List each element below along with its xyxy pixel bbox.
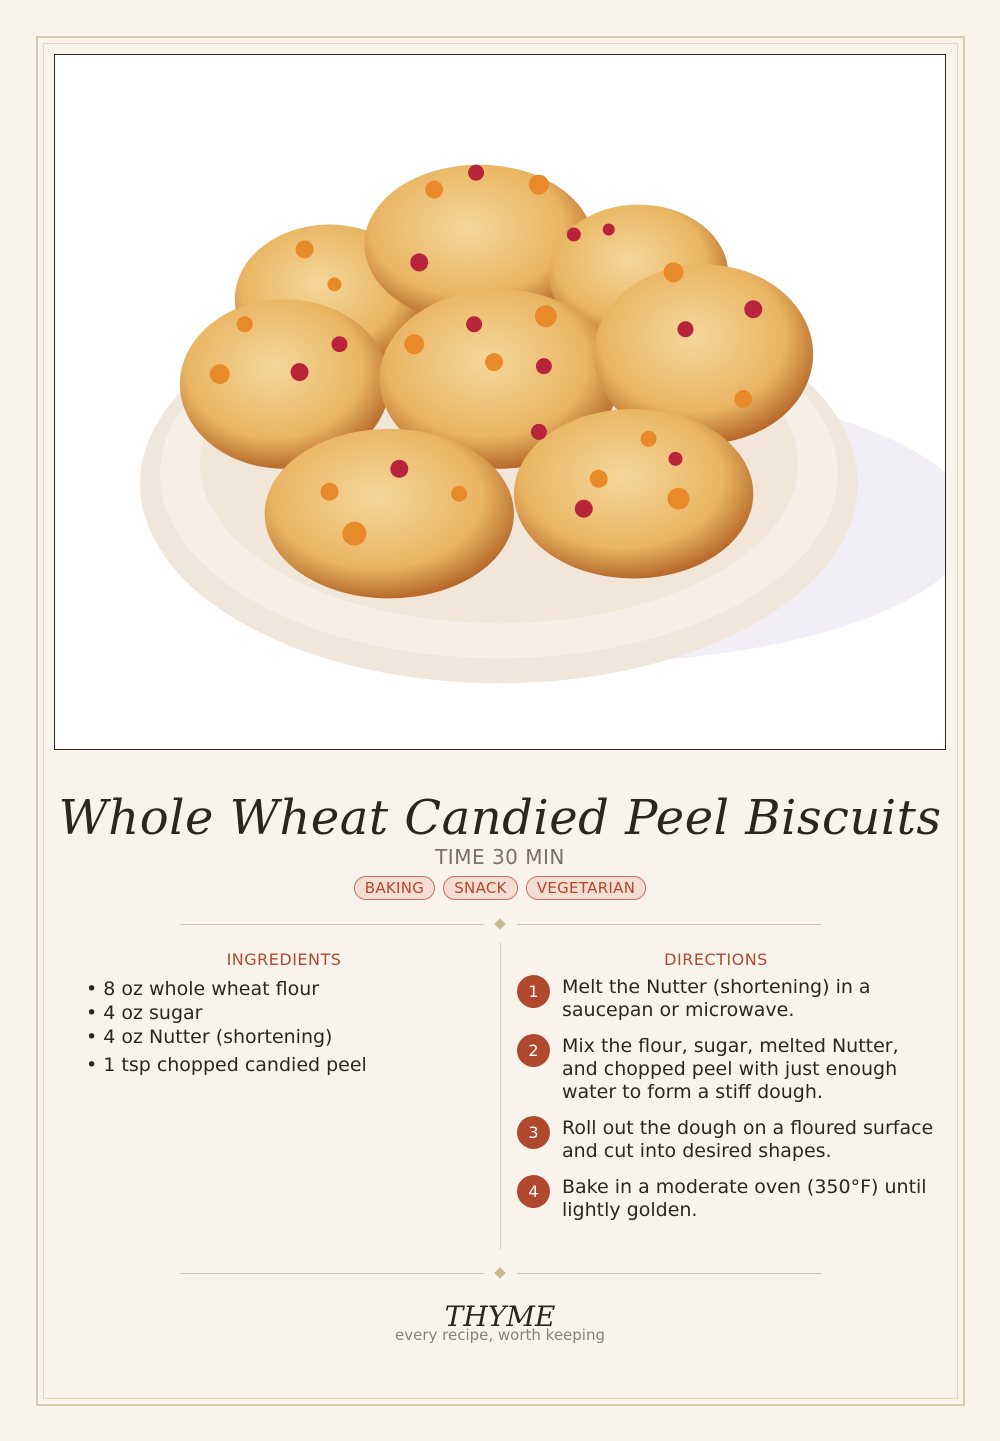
ingredient-item: • 1 tsp chopped candied peel	[86, 1054, 367, 1076]
direction-step	[517, 1035, 937, 1104]
directions-heading: DIRECTIONS	[664, 950, 768, 969]
step-number-badge: 2	[517, 1034, 550, 1067]
step-number-badge: 1	[517, 975, 550, 1008]
divider-bottom-left	[180, 1273, 484, 1274]
step-number-badge: 3	[517, 1116, 550, 1149]
column-divider	[500, 942, 501, 1250]
ingredients-heading: INGREDIENTS	[226, 950, 342, 969]
divider-top-left	[180, 924, 484, 925]
step-number-badge: 4	[517, 1175, 550, 1208]
tag-snack[interactable]: SNACK	[443, 876, 518, 900]
divider-top-right	[517, 924, 821, 925]
ingredient-item: • 4 oz Nutter (shortening)	[86, 1026, 333, 1048]
ingredient-item: • 8 oz whole wheat flour	[86, 978, 320, 1000]
biscuits-illustration	[55, 55, 945, 749]
step-text: Melt the Nutter (shortening) in a saucepan or microwave.	[562, 976, 871, 1021]
tag-baking[interactable]: BAKING	[354, 876, 435, 900]
ingredient-item: • 4 oz sugar	[86, 1002, 203, 1024]
step-text: Bake in a moderate oven (350°F) until lightly golden.	[562, 1176, 927, 1221]
recipe-title: Whole Wheat Candied Peel Biscuits	[58, 790, 942, 846]
brand-logo: THYME	[444, 1300, 556, 1333]
cook-time: TIME 30 MIN	[435, 845, 565, 869]
ingredients-list	[86, 977, 486, 1077]
step-text: Roll out the dough on a floured surface and cut into desired shapes.	[562, 1117, 934, 1162]
divider-bottom-right	[517, 1273, 821, 1274]
direction-step	[517, 1176, 937, 1222]
tag-list	[0, 876, 1000, 900]
directions-list	[517, 976, 937, 1235]
recipe-photo	[54, 54, 946, 750]
brand-tagline: every recipe, worth keeping	[394, 1326, 605, 1344]
direction-step	[517, 976, 937, 1022]
step-text: Mix the flour, sugar, melted Nutter, and chopped peel with just enough water to form a stiff dough.	[562, 1035, 899, 1103]
tag-vegetarian[interactable]: VEGETARIAN	[526, 876, 646, 900]
direction-step	[517, 1117, 937, 1163]
